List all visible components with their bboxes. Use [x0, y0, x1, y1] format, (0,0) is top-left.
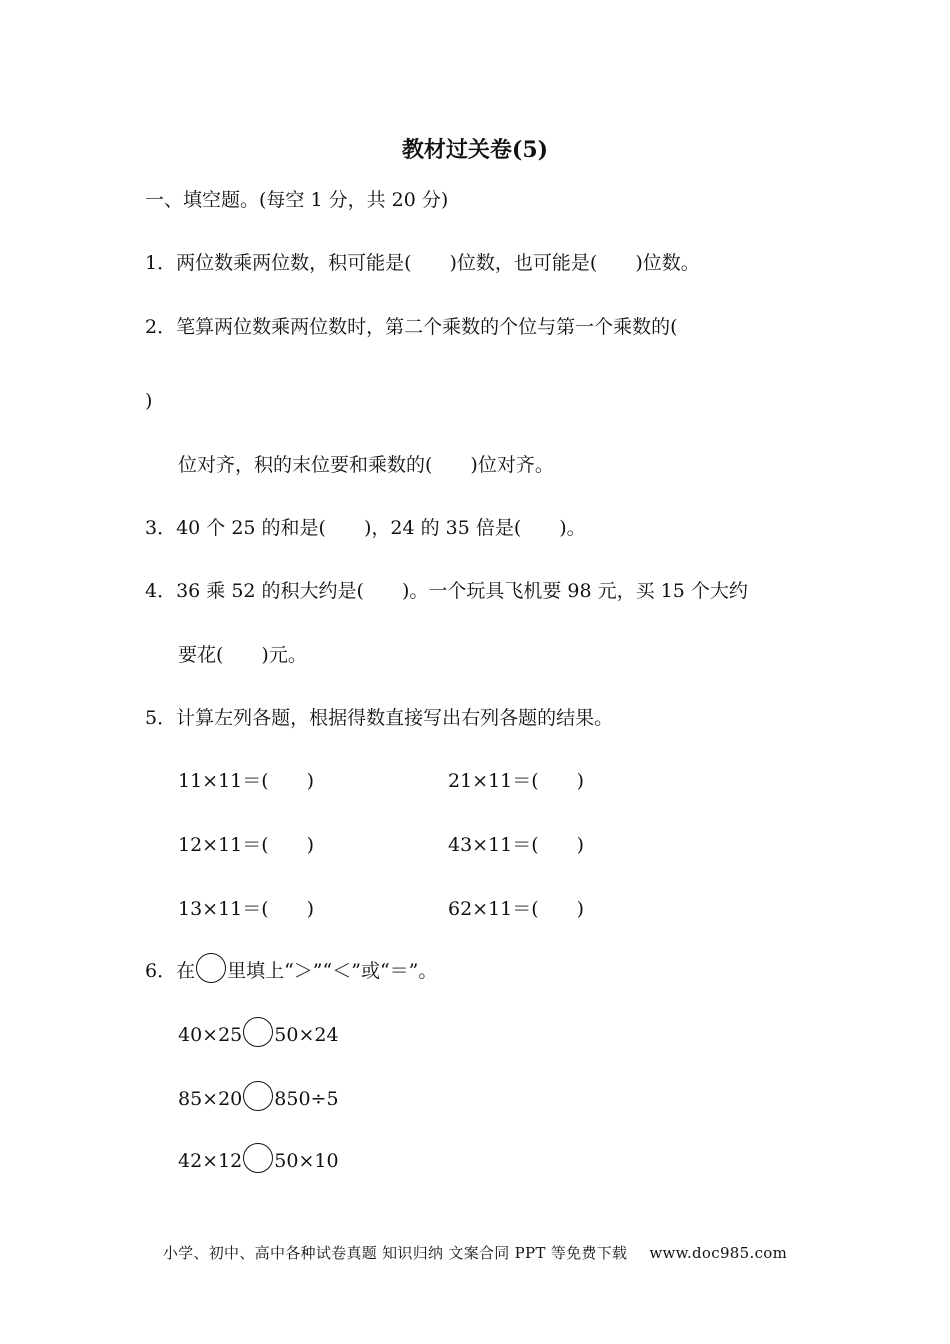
q6-right-expr: 50×24	[274, 1024, 339, 1046]
q5-right-item: 43×11＝( )	[448, 834, 585, 856]
circle-blank-icon	[196, 953, 226, 983]
q6-left-expr: 40×25	[178, 1024, 243, 1046]
q5-left-item: 11×11＝( )	[178, 770, 315, 792]
question-2-line-3: 位对齐，积的末位要和乘数的( )位对齐。	[178, 454, 554, 476]
q5-right-item: 62×11＝( )	[448, 898, 585, 920]
q5-left-item: 12×11＝( )	[178, 834, 315, 856]
footer-text: 小学、初中、高中各种试卷真题 知识归纳 文案合同 PPT 等免费下载	[162, 1244, 628, 1262]
q6-prompt-before: 6．在	[145, 960, 196, 982]
q6-comparison-item	[178, 1081, 339, 1114]
question-1: 1．两位数乘两位数，积可能是( )位数，也可能是( )位数。	[145, 252, 700, 274]
q6-right-expr: 850÷5	[274, 1088, 339, 1110]
section-heading: 一、填空题。(每空 1 分，共 20 分)	[145, 189, 449, 211]
q6-prompt-after: 里填上“＞”“＜”或“＝”。	[227, 960, 438, 982]
page-footer	[0, 1242, 950, 1263]
comparison-circle[interactable]	[243, 1017, 273, 1047]
question-3: 3．40 个 25 的和是( )，24 的 35 倍是( )。	[145, 517, 586, 539]
q5-right-item: 21×11＝( )	[448, 770, 585, 792]
question-6-prompt	[145, 953, 437, 986]
footer-url[interactable]: www.doc985.com	[649, 1244, 788, 1262]
comparison-circle[interactable]	[243, 1143, 273, 1173]
question-4-line-1: 4．36 乘 52 的积大约是( )。一个玩具飞机要 98 元，买 15 个大约	[145, 580, 748, 602]
q6-left-expr: 85×20	[178, 1088, 243, 1110]
q5-left-item: 13×11＝( )	[178, 898, 315, 920]
q6-comparison-item	[178, 1017, 339, 1050]
page-title: 教材过关卷(5)	[401, 137, 549, 163]
question-2-line-1: 2．笔算两位数乘两位数时，第二个乘数的个位与第一个乘数的(	[145, 316, 678, 338]
q6-right-expr: 50×10	[274, 1150, 339, 1172]
q6-comparison-item	[178, 1143, 339, 1176]
question-4-line-2: 要花( )元。	[178, 644, 307, 666]
comparison-circle[interactable]	[243, 1081, 273, 1111]
question-2-line-2: )	[145, 390, 153, 412]
q6-left-expr: 42×12	[178, 1150, 243, 1172]
question-5-prompt: 5．计算左列各题，根据得数直接写出右列各题的结果。	[145, 707, 614, 729]
